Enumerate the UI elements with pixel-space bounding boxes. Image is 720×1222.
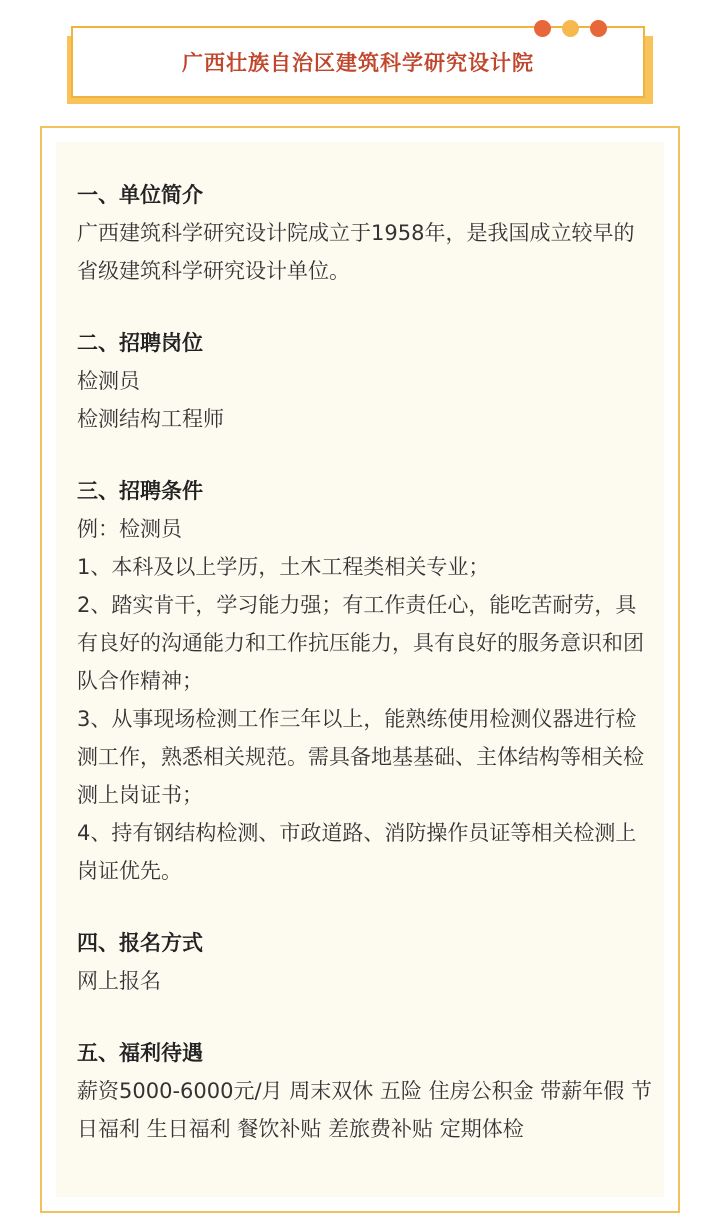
section-text: 检测员 (77, 369, 140, 393)
section-text: 1、本科及以上学历，土木工程类相关专业； (77, 555, 490, 579)
section-heading: 四、报名方式 (77, 931, 203, 955)
decorative-dots (534, 20, 607, 37)
section-text: 检测结构工程师 (77, 407, 224, 431)
section-heading: 五、福利待遇 (77, 1041, 203, 1065)
section-heading: 三、招聘条件 (77, 479, 203, 503)
section-positions (77, 324, 652, 438)
section-text: 4、持有钢结构检测、市政道路、消防操作员证等相关检测上岗证优先。 (77, 821, 637, 883)
section-text: 3、从事现场检测工作三年以上，能熟练使用检测仪器进行检测工作，熟悉相关规范。需具备地基基础、主体结构等相关检测上岗证书； (77, 707, 644, 807)
page-title: 广西壮族自治区建筑科学研究设计院 (182, 51, 534, 75)
content-body (77, 176, 652, 1182)
dot-icon (590, 20, 607, 37)
section-text: 例：检测员 (77, 517, 182, 541)
dot-icon (534, 20, 551, 37)
section-text: 薪资5000-6000元/月 周末双休 五险 住房公积金 带薪年假 节日福利 生日福利 餐饮补贴 差旅费补贴 定期体检 (77, 1079, 652, 1141)
content-panel (56, 142, 664, 1197)
section-text: 网上报名 (77, 969, 161, 993)
section-application (77, 924, 652, 1000)
dot-icon (562, 20, 579, 37)
section-text: 广西建筑科学研究设计院成立于1958年，是我国成立较早的省级建筑科学研究设计单位。 (77, 221, 635, 283)
section-benefits (77, 1034, 652, 1148)
section-requirements (77, 472, 652, 890)
content-frame (40, 126, 680, 1213)
section-heading: 一、单位简介 (77, 183, 203, 207)
section-heading: 二、招聘岗位 (77, 331, 203, 355)
section-text: 2、踏实肯干，学习能力强；有工作责任心，能吃苦耐劳，具有良好的沟通能力和工作抗压能力，具有良好的服务意识和团队合作精神； (77, 593, 644, 693)
section-company-intro (77, 176, 652, 290)
